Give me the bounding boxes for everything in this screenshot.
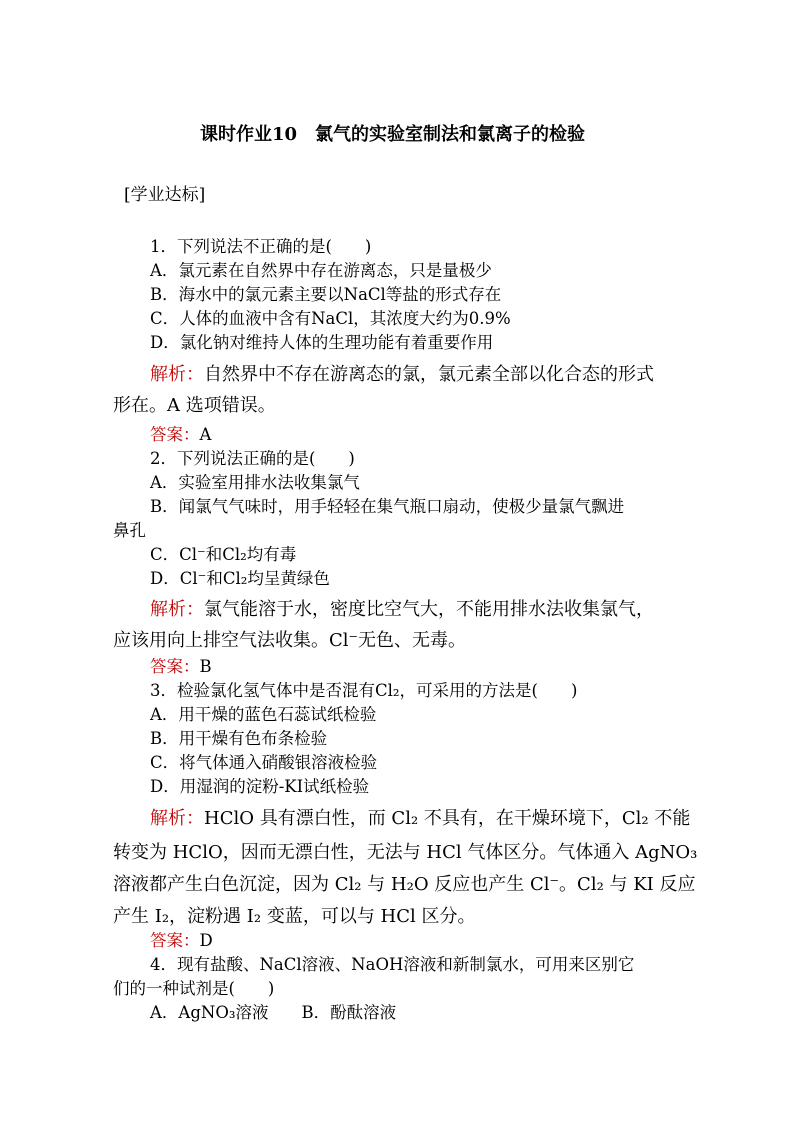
q3-analysis-line2: 转变为 HClO，因而无漂白性，无法与 HCl 气体区分。气体通入 AgNO₃: [113, 842, 698, 863]
q3-answer-value: D: [199, 931, 213, 950]
q1-option-c: C．人体的血液中含有NaCl，其浓度大约为0.9%: [150, 309, 511, 328]
q1-analysis-label: 解析：: [150, 364, 204, 385]
q1-option-d: D．氯化钠对维持人体的生理功能有着重要作用: [150, 333, 494, 352]
q2-analysis-line2: 应该用向上排空气法收集。Cl⁻无色、无毒。: [113, 630, 467, 651]
q4-stem-line2: 们的一种试剂是( ): [113, 979, 275, 998]
q1-analysis-text: 自然界中不存在游离态的氯，氯元素全部以化合态的形式: [204, 364, 654, 385]
q2-option-b-line1: B．闻氯气气味时，用手轻轻在集气瓶口扇动，使极少量氯气飘进: [150, 497, 625, 516]
q3-option-c: C．将气体通入硝酸银溶液检验: [150, 753, 378, 772]
q3-answer-label: 答案：: [150, 931, 200, 950]
page-title: 课时作业10 氯气的实验室制法和氯离子的检验: [200, 124, 586, 145]
q2-option-b-line2: 鼻孔: [113, 521, 146, 540]
q2-option-c: C．Cl⁻和Cl₂均有毒: [150, 545, 297, 564]
q2-analysis-line1: [150, 595, 654, 625]
q2-stem: 2．下列说法正确的是( ): [150, 449, 355, 468]
q1-answer-value: A: [199, 425, 212, 444]
q2-analysis-label: 解析：: [150, 599, 204, 620]
q3-analysis-line1: [150, 804, 690, 834]
q2-answer-value: B: [199, 657, 212, 676]
q1-answer-label: 答案：: [150, 425, 200, 444]
section-heading: [学业达标]: [124, 185, 206, 205]
q4-options-ab: A．AgNO₃溶液 B．酚酞溶液: [150, 1003, 397, 1022]
q2-option-a: A．实验室用排水法收集氯气: [150, 473, 360, 492]
q3-option-a: A．用干燥的蓝色石蕊试纸检验: [150, 705, 377, 724]
q1-stem: 1．下列说法不正确的是( ): [150, 237, 372, 256]
q3-option-b: B．用干燥有色布条检验: [150, 729, 328, 748]
q2-answer: [150, 656, 212, 678]
q3-option-d: D．用湿润的淀粉-KI试纸检验: [150, 777, 370, 796]
q4-stem-line1: 4．现有盐酸、NaCl溶液、NaOH溶液和新制氯水，可用来区别它: [150, 955, 635, 974]
q3-stem: 3．检验氯化氢气体中是否混有Cl₂，可采用的方法是( ): [150, 681, 578, 700]
q2-analysis-text: 氯气能溶于水，密度比空气大，不能用排水法收集氯气，: [204, 599, 654, 620]
q3-analysis-label: 解析：: [150, 808, 204, 829]
q1-option-a: A．氯元素在自然界中存在游离态，只是量极少: [150, 261, 492, 280]
q3-answer: [150, 930, 213, 952]
q1-option-b: B．海水中的氯元素主要以NaCl等盐的形式存在: [150, 285, 502, 304]
q2-option-d: D．Cl⁻和Cl₂均呈黄绿色: [150, 569, 330, 588]
q3-analysis-text: HClO 具有漂白性，而 Cl₂ 不具有，在干燥环境下，Cl₂ 不能: [204, 808, 691, 829]
q1-answer: [150, 424, 211, 446]
q3-analysis-line3: 溶液都产生白色沉淀，因为 Cl₂ 与 H₂O 反应也产生 Cl⁻。Cl₂ 与 KI 反应: [113, 874, 696, 895]
q1-analysis-line1: [150, 360, 654, 390]
q2-answer-label: 答案：: [150, 657, 200, 676]
q3-analysis-line4: 产生 I₂，淀粉遇 I₂ 变蓝，可以与 HCl 区分。: [113, 906, 476, 927]
q1-analysis-line2: 形在。A 选项错误。: [113, 395, 276, 416]
